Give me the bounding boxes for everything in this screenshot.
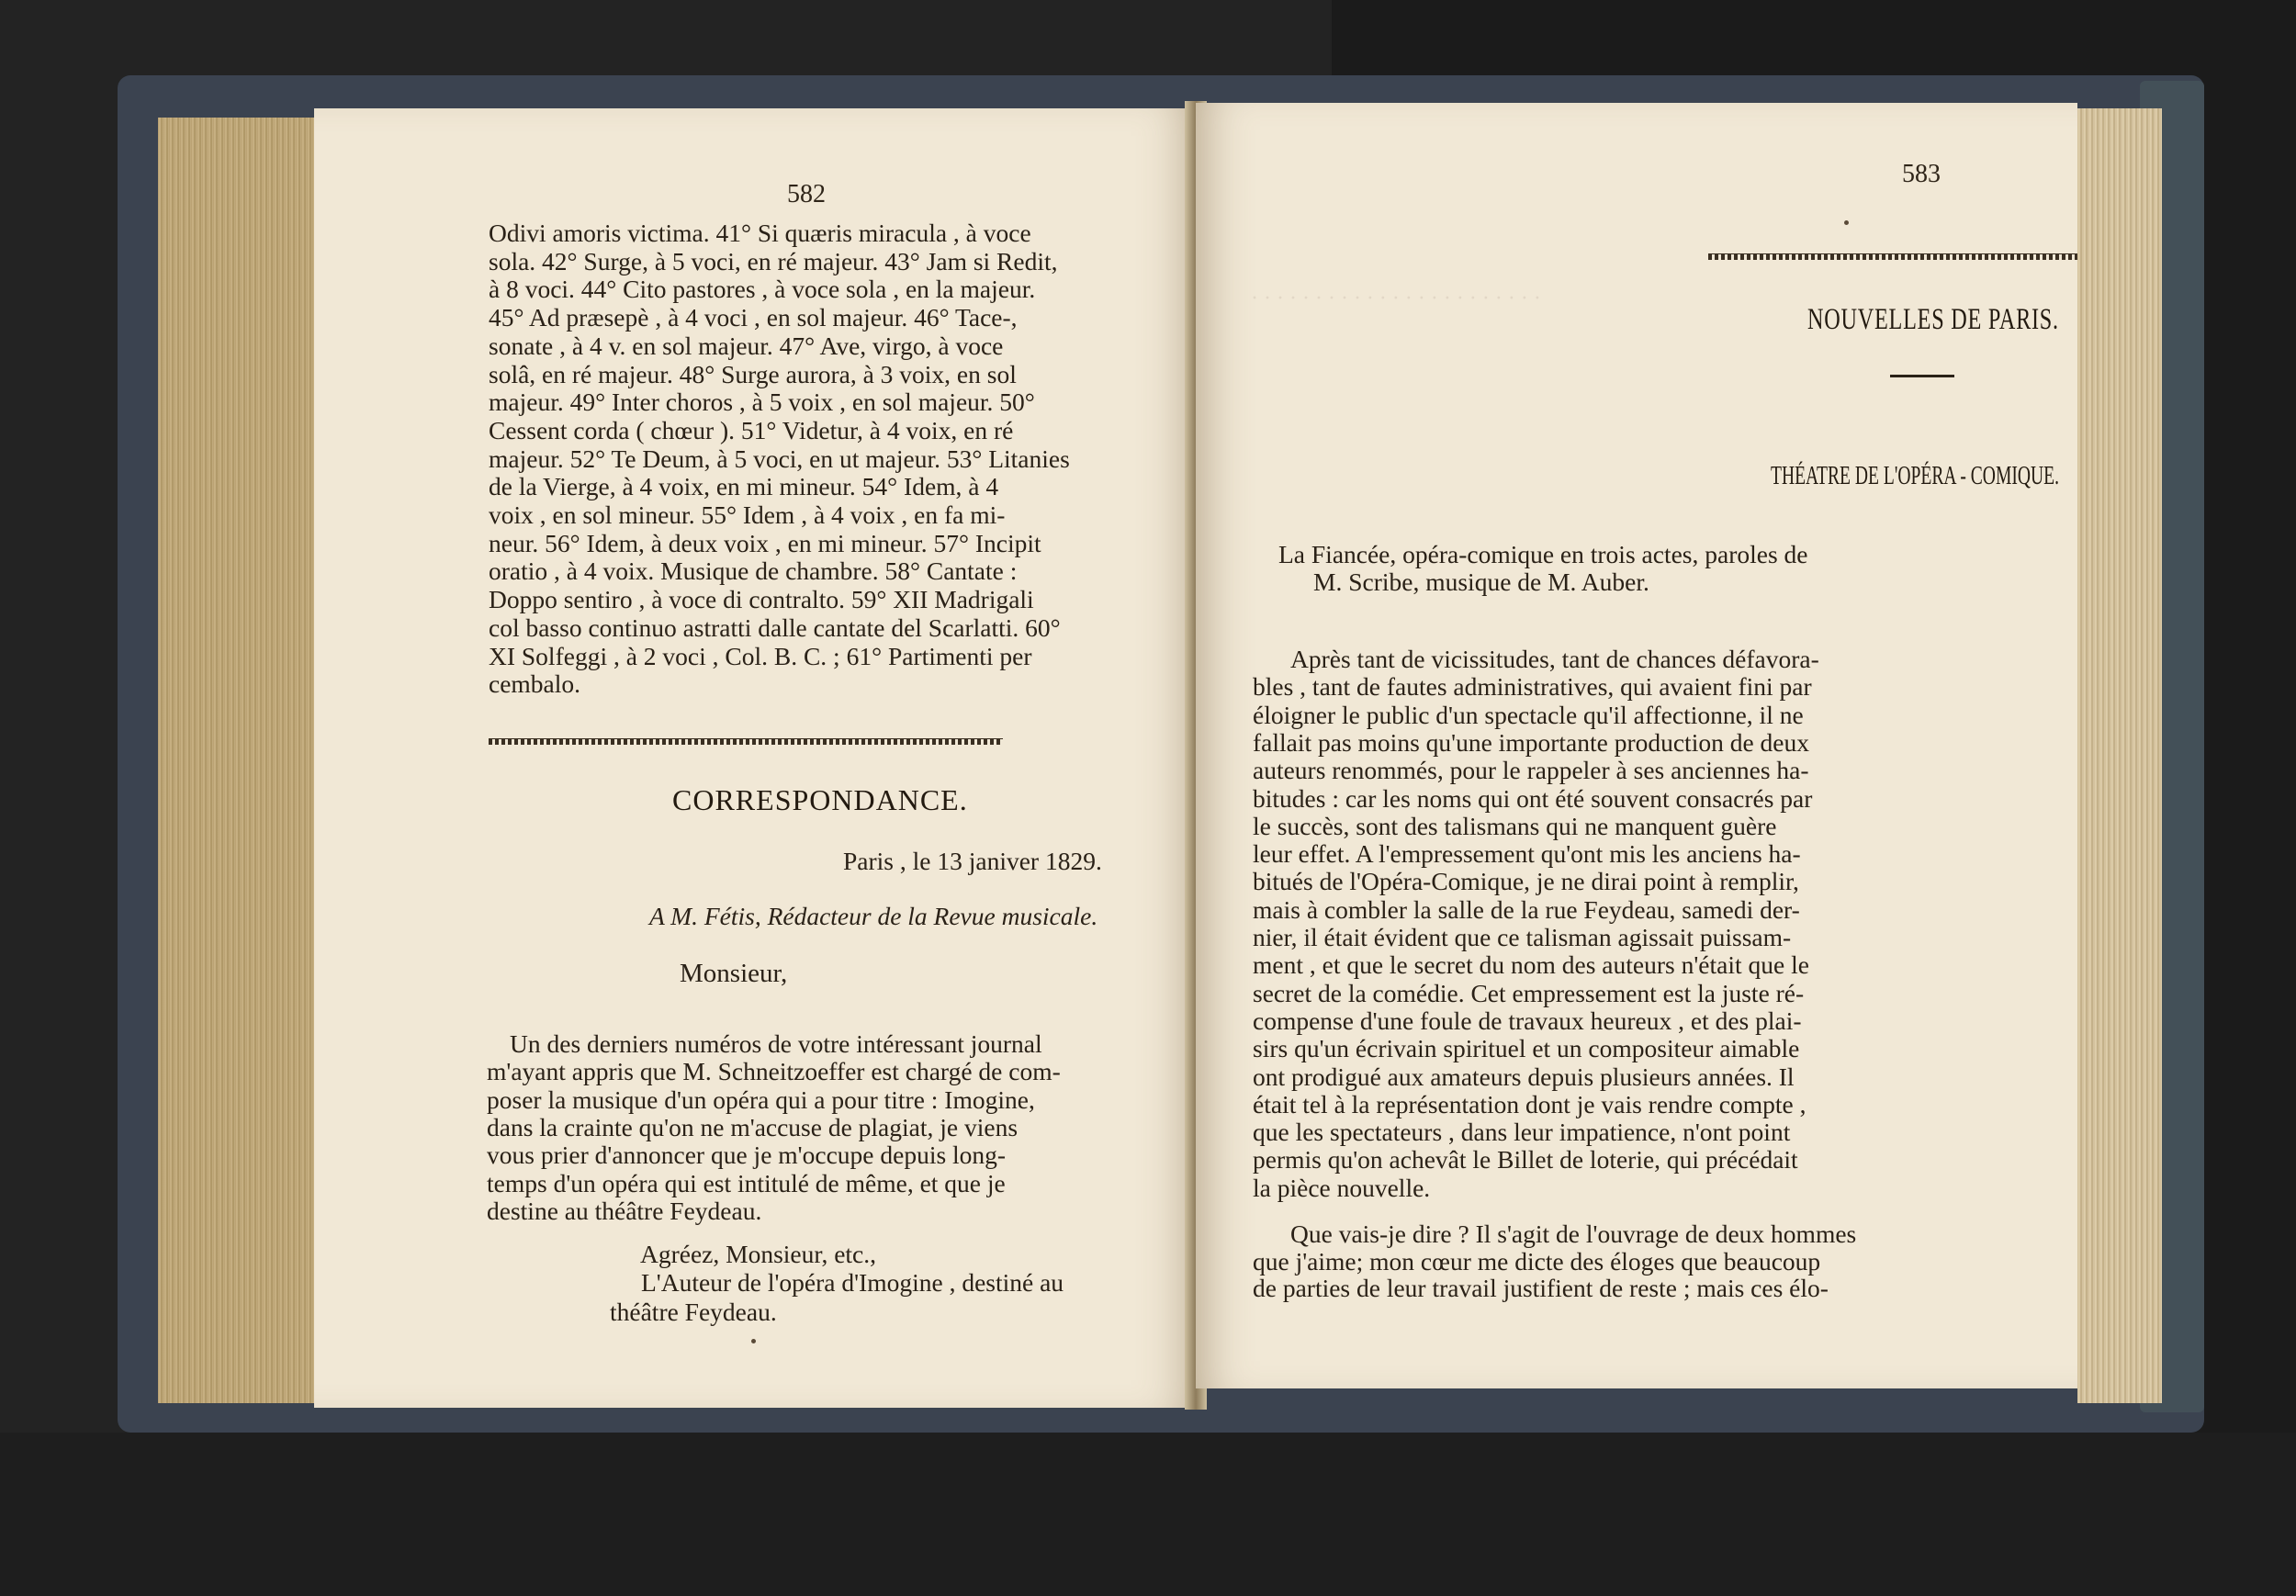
section-title: CORRESPONDANCE. xyxy=(672,783,968,816)
text-line: oratio , à 4 voix. Musique de chambre. 58° Cantate : xyxy=(489,556,1018,586)
text-line: la pièce nouvelle. xyxy=(1253,1173,1431,1202)
text-line: permis qu'on achevât le Billet de loterie, qui précédait xyxy=(1253,1145,1798,1175)
text-line: vous prier d'annoncer que je m'occupe depuis long- xyxy=(487,1141,1007,1170)
text-line: à 8 voci. 44° Cito pastores , à voce sola , en la majeur. xyxy=(489,275,1036,304)
text-line: bitudes : car les noms qui ont été souvent consacrés par xyxy=(1253,783,1813,813)
section-divider xyxy=(1708,253,2077,260)
text-line: théâtre Feydeau. xyxy=(610,1298,777,1326)
dateline: Paris , le 13 janiver 1829. xyxy=(843,847,1102,875)
closing: Agréez, Monsieur, etc., xyxy=(640,1240,876,1268)
page-edges-right xyxy=(2077,108,2162,1403)
text-line: nier, il était évident que ce talisman agissait puissam- xyxy=(1253,923,1792,951)
section-divider xyxy=(489,738,1003,745)
text-line: auteurs renommés, pour le rappeler à ses anciennes ha- xyxy=(1253,756,1809,785)
text-line: solâ, en ré majeur. 48° Surge aurora, à 3 voix, en sol xyxy=(489,359,1017,388)
text-line: sola. 42° Surge, à 5 voci, en ré majeur. 43° Jam si Redit, xyxy=(489,246,1058,275)
page-mark xyxy=(751,1339,756,1343)
text-line: ont prodigué aux amateurs depuis plusieurs années. Il xyxy=(1253,1062,1795,1091)
text-line: dans la crainte qu'on ne m'accuse de plagiat, je viens xyxy=(487,1112,1019,1141)
text-line: compense d'une foule de travaux heureux , et des plai- xyxy=(1253,1006,1802,1035)
text-line: bitués de l'Opéra-Comique, je ne dirai point à remplir, xyxy=(1253,867,1799,896)
section-title: NOUVELLES DE PARIS. xyxy=(1807,303,2059,336)
text-line: Cessent corda ( chœur ). 51° Videtur, à 4 voix, en ré xyxy=(489,415,1014,444)
text-line: de la Vierge, à 4 voix, en mi mineur. 54° Idem, à 4 xyxy=(489,472,999,501)
text-line: Après tant de vicissitudes, tant de chances défavora- xyxy=(1290,645,1819,673)
text-line: de parties de leur travail justifient de reste ; mais ces élo- xyxy=(1253,1274,1829,1302)
text-line: L'Auteur de l'opéra d'Imogine , destiné au xyxy=(641,1268,1064,1297)
left-page xyxy=(314,108,1196,1408)
text-line: neur. 56° Idem, à deux voix , en mi mineur. 57° Incipit xyxy=(489,528,1041,557)
page-mark xyxy=(1844,220,1849,225)
text-line: M. Scribe, musique de M. Auber. xyxy=(1313,568,1649,596)
addressee: A M. Fétis, Rédacteur de la Revue musicale. xyxy=(649,902,1098,930)
text-line: Odivi amoris victima. 41° Si quæris miracula , à voce xyxy=(489,219,1031,247)
text-line: sonate , à 4 v. en sol majeur. 47° Ave, virgo, à voce xyxy=(489,331,1004,360)
text-line: XI Solfeggi , à 2 voci , Col. B. C. ; 61° Partimenti per xyxy=(489,641,1032,670)
text-line: Que vais-je dire ? Il s'agit de l'ouvrage de deux hommes xyxy=(1290,1219,1857,1248)
show-through-text: · · · · · · · · · · · · · · · · · · · · · · · xyxy=(1251,287,1541,310)
text-line: Doppo sentiro , à voce di contralto. 59° XII Madrigali xyxy=(489,585,1034,614)
page-number: 582 xyxy=(787,180,826,208)
text-line: Un des derniers numéros de votre intéressant journal xyxy=(510,1029,1042,1058)
page-edges-left xyxy=(158,118,314,1403)
text-line: temps d'un opéra qui est intitulé de même, et que je xyxy=(487,1168,1006,1197)
text-line: était tel à la représentation dont je vais rendre compte , xyxy=(1253,1089,1806,1118)
short-rule xyxy=(1890,375,1954,377)
text-line: que les spectateurs , dans leur impatience, n'ont point xyxy=(1253,1118,1791,1147)
text-line: que j'aime; mon cœur me dicte des éloges que beaucoup xyxy=(1253,1246,1821,1276)
text-line: secret de la comédie. Cet empressement est la juste ré- xyxy=(1253,978,1805,1007)
text-line: cembalo. xyxy=(489,669,581,699)
text-line: fallait pas moins qu'une importante production de deux xyxy=(1253,727,1809,757)
text-line: 45° Ad præsepè , à 4 voci , en sol majeur. 46° Tace-, xyxy=(489,303,1018,332)
text-line: leur effet. A l'empressement qu'ont mis les anciens ha- xyxy=(1253,839,1801,869)
page-number: 583 xyxy=(1902,160,1941,188)
text-line: majeur. 52° Te Deum, à 5 voci, en ut majeur. 53° Litanies xyxy=(489,444,1070,473)
text-line: col basso continuo astratti dalle cantate del Scarlatti. 60° xyxy=(489,613,1061,642)
text-line: poser la musique d'un opéra qui a pour titre : Imogine, xyxy=(487,1085,1035,1114)
text-line: éloigner le public d'un spectacle qu'il affectionne, il ne xyxy=(1253,700,1804,729)
text-line: destine au théâtre Feydeau. xyxy=(487,1196,762,1225)
salutation: Monsieur, xyxy=(680,959,788,988)
text-line: majeur. 49° Inter choros , à 5 voix , en sol majeur. 50° xyxy=(489,388,1035,417)
text-line: m'ayant appris que M. Schneitzoeffer est chargé de com- xyxy=(487,1057,1061,1086)
right-page xyxy=(1196,103,2077,1388)
text-line: le succès, sont des talismans qui ne manquent guère xyxy=(1253,811,1777,840)
text-line: mais à combler la salle de la rue Feydeau, samedi der- xyxy=(1253,894,1800,924)
text-line: ment , et que le secret du nom des auteurs n'était que le xyxy=(1253,950,1809,980)
text-line: sirs qu'un écrivain spirituel et un compositeur aimable xyxy=(1253,1034,1800,1063)
subsection-title: THÉATRE DE L'OPÉRA - COMIQUE. xyxy=(1771,461,2060,490)
text-line: La Fiancée, opéra-comique en trois actes, paroles de xyxy=(1278,540,1808,568)
text-line: bles , tant de fautes administratives, qui avaient fini par xyxy=(1253,672,1812,702)
text-line: voix , en sol mineur. 55° Idem , à 4 voix , en fa mi- xyxy=(489,500,1006,529)
background-table xyxy=(0,1433,2296,1596)
